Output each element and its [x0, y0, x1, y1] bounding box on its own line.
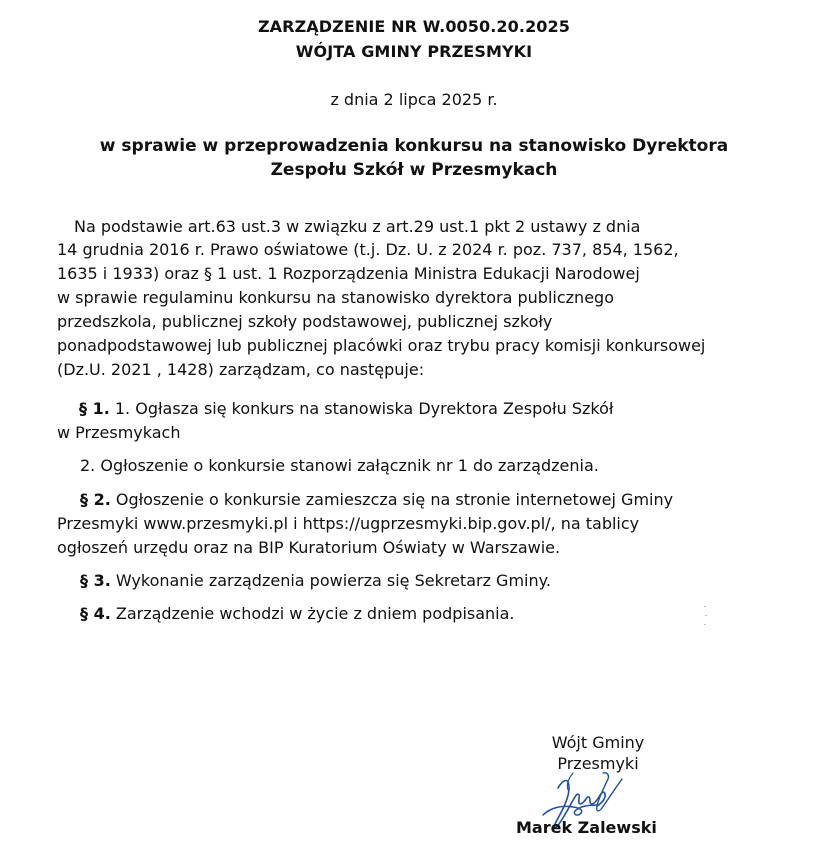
paragraph-1-text: 1. Ogłasza się konkurs na stanowiska Dyrektora Zespołu Szkół [109, 399, 614, 418]
scan-artifact-mark [704, 606, 708, 627]
paragraph-1-line-1 [79, 401, 613, 417]
paragraph-1-line-2: w Przesmykach [57, 423, 181, 442]
paragraph-4-mark: § 4. [80, 604, 111, 623]
preamble-line-3: 1635 i 1933) oraz § 1 ust. 1 Rozporządzenia Ministra Edukacji Narodowej [57, 264, 640, 283]
preamble-line-2: 14 grudnia 2016 r. Prawo oświatowe (t.j. Dz. U. z 2024 r. poz. 737, 854, 1562, [57, 240, 679, 259]
paragraph-1-mark: § 1. [79, 399, 110, 418]
paragraph-2-text: Ogłoszenie o konkursie zamieszcza się na stronie internetowej Gminy [110, 490, 674, 509]
signature-block [510, 735, 690, 845]
paragraph-3 [80, 573, 551, 589]
paragraph-2-line-3: ogłoszeń urzędu oraz na BIP Kuratorium Oświaty w Warszawie. [57, 538, 561, 557]
signatory-role-line-1: Wójt Gminy [551, 733, 645, 752]
preamble-line-5: przedszkola, publicznej szkoły podstawowej, publicznej szkoły [57, 312, 553, 331]
paragraph-4-text: Zarządzenie wchodzi w życie z dniem podpisania. [110, 604, 515, 623]
subject-line-1: w sprawie w przeprowadzenia konkursu na stanowisko Dyrektora [99, 136, 729, 156]
subject-line-2: Zespołu Szkół w Przesmykach [270, 160, 558, 180]
paragraph-3-text: Wykonanie zarządzenia powierza się Sekretarz Gminy. [110, 571, 551, 590]
paragraph-4 [80, 606, 515, 622]
paragraph-2-mark: § 2. [80, 490, 111, 509]
paragraph-2-line-1 [80, 492, 673, 508]
order-title: ZARZĄDZENIE NR W.0050.20.2025 [257, 17, 571, 36]
paragraph-3-mark: § 3. [80, 571, 111, 590]
issuing-authority: WÓJTA GMINY PRZESMYKI [295, 42, 533, 61]
preamble-line-4: w sprawie regulaminu konkursu na stanowisko dyrektora publicznego [57, 288, 614, 307]
signatory-role-line-2: Przesmyki [557, 754, 639, 773]
preamble-line-6: ponadpodstawowej lub publicznej placówki oraz trybu pracy komisji konkursowej [57, 336, 706, 355]
preamble-line-1: Na podstawie art.63 ust.3 w związku z art.29 ust.1 pkt 2 ustawy z dnia [74, 217, 641, 236]
signatory-name: Marek Zalewski [516, 818, 657, 837]
preamble-line-7: (Dz.U. 2021 , 1428) zarządzam, co następuje: [57, 360, 425, 379]
paragraph-1-item-2: 2. Ogłoszenie o konkursie stanowi załącznik nr 1 do zarządzenia. [80, 456, 599, 475]
paragraph-2-line-2: Przesmyki www.przesmyki.pl i https://ugprzesmyki.bip.gov.pl/, na tablicy [57, 514, 640, 533]
order-date: z dnia 2 lipca 2025 r. [330, 90, 498, 109]
